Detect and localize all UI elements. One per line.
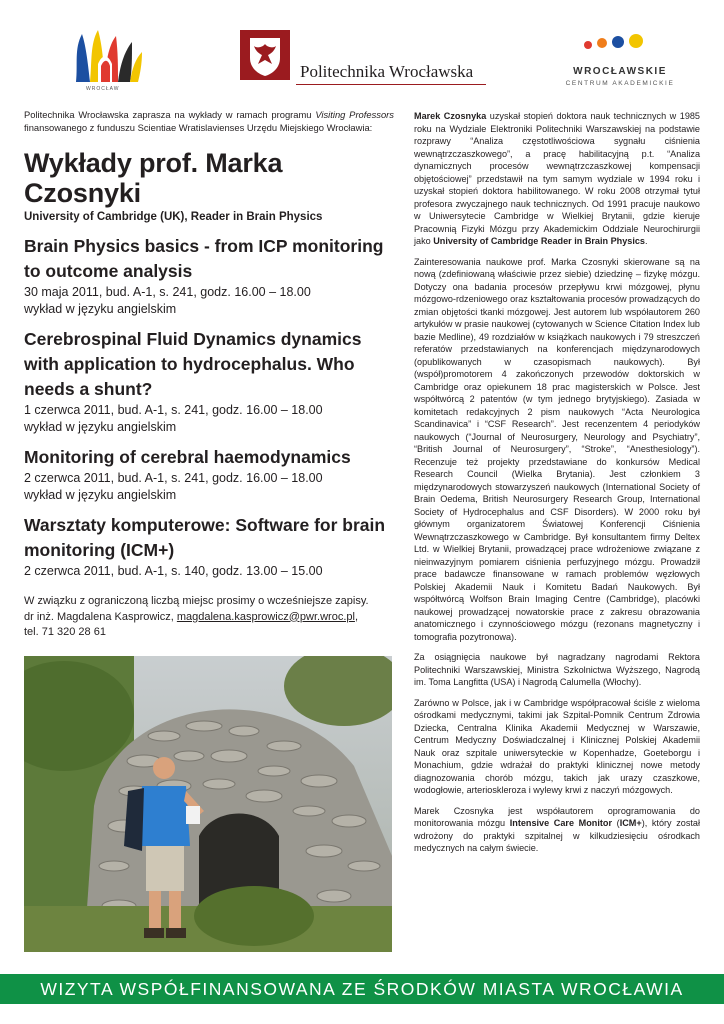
lecture-date: 1 czerwca 2011, bud. A-1, s. 241, godz. 16.00 – 18.00 — [24, 403, 323, 417]
footer-banner: WIZYTA WSPÓŁFINANSOWANA ZE ŚRODKÓW MIASTA WROCŁAWIA — [0, 974, 724, 1004]
flame-logo-icon — [68, 24, 148, 86]
lecture-item — [24, 327, 394, 436]
eagle-shield-icon — [240, 30, 290, 80]
lecture-title: Brain Physics basics - from ICP monitoring to outcome analysis — [24, 236, 384, 281]
registration-text: W związku z ograniczoną liczbą miejsc prosimy o wcześniejsze zapisy. — [24, 595, 369, 607]
politechnika-logo — [240, 30, 490, 90]
colored-dots-icon — [560, 30, 680, 54]
bio-name: Marek Czosnyka — [414, 111, 487, 121]
politechnika-underline — [296, 84, 486, 85]
contact-comma: , — [354, 610, 358, 623]
bio-paragraph — [414, 805, 700, 855]
colorful-flame-logo — [68, 24, 148, 92]
lecture-item — [24, 445, 394, 504]
lecture-language: wykład w języku angielskim — [24, 420, 177, 434]
bio-paragraph: Zarówno w Polsce, jak i w Cambridge współpracował ściśle z wieloma ośrodkami medycznymi, takimi jak Szpital-Pomnik Centrum Zdrowia Dziecka, Centralna Klinika Akademii Medycznej w Warszawie, Centrum Medyczny Doświadczalnej i Klinicznej Polskiej Akademii Nauk oraz szpitale uniwersyteckie w Kopenhadze, Goeteborgu i Monachium, gdzie wdrażał do praktyki klinicznej nowe metody diagnozowania chorób mózgu, takich jak urazy czaszkowe, wodogłowie, arterioskleroza i wylewy krwi z naczyń mózgowych. — [414, 697, 700, 795]
lecture-title: Warsztaty komputerowe: Software for brain monitoring (ICM+) — [24, 515, 386, 560]
intro-paragraph — [24, 108, 394, 134]
politechnika-name: Politechnika Wrocławska — [300, 62, 474, 81]
left-logo-caption: WROCŁAW — [86, 86, 120, 92]
contact-person: dr inż. Magdalena Kasprowicz, — [24, 610, 177, 623]
bio-paragraph: Za osiągnięcia naukowe był nagradzany nagrodami Rektora Politechniki Warszawskiej, Ministra Szkolnictwa Wyższego, Nagrodą im. Toma Langfitta (USA) i Nagrodą Calumella (Włochy). — [414, 652, 700, 687]
lecture-item — [24, 234, 394, 318]
wroclawskie-centrum-logo — [560, 30, 680, 90]
wroclawskie-name: WROCŁAWSKIE — [573, 66, 667, 77]
intro-program-name: Visiting Professors — [315, 109, 394, 120]
intro-text-start: Politechnika Wrocławska zaprasza na wykłady w ramach programu — [24, 109, 316, 120]
stone-hut-photo-icon — [24, 656, 392, 952]
lecture-date: 2 czerwca 2011, bud. A-1, s. 140, godz. 13.00 – 15.00 — [24, 564, 323, 578]
bio-paragraph — [414, 110, 700, 248]
intro-text-end: finansowanego z funduszu Scientiae Wratislavienses Urzędu Miejskiego Wrocławia: — [24, 122, 373, 133]
lecture-date: 2 czerwca 2011, bud. A-1, s. 241, godz. 16.00 – 18.00 — [24, 471, 323, 485]
registration-note — [24, 594, 394, 641]
bio-text: ), który został wdrożony do praktyki szpitalnej w kilkudziesięciu ośrodkach medycznych na całym świecie. — [414, 818, 700, 853]
speaker-photo — [24, 656, 392, 952]
left-column — [24, 108, 394, 641]
lecture-title: Cerebrospinal Fluid Dynamics dynamics with application to hydrocephalus. Who needs a shunt? — [24, 329, 362, 399]
contact-phone: tel. 71 320 28 61 — [24, 626, 106, 638]
wroclawskie-subtitle: CENTRUM AKADEMICKIE — [565, 80, 675, 87]
contact-email-link[interactable]: magdalena.kasprowicz@pwr.wroc.pl — [176, 610, 355, 623]
right-column-bio — [414, 110, 700, 863]
bio-text: ( — [612, 818, 620, 828]
software-name: Intensive Care Monitor — [509, 818, 613, 828]
bio-period: . — [644, 236, 648, 246]
bio-text: uzyskał stopień doktora nauk technicznych w 1985 roku na Wydziale Elektroniki Politechniki Warszawskiej na podstawie rozprawy “Analiza częstotliwościowa sygnału ciśnienia wewnątrzczaszkowego”, a pracę habilitacyjną p.t. “Analiza dynamicznych procesów wewnątrzczaszkowej kompensacji objętościowej” przedstawił na tym samym wydziale w 1994 roku i uzyskał stopień doktora habilitowanego. W roku 2008 otrzymał tytuł profesora zwyczajnego nauk technicznych. Od 1991 pracuje naukowo w Uniwersytecie Cambridge w Wielkiej Brytanii, gdzie kieruje Pracownią Fizyki Mózgu przy Akademickim Oddziale Neurochirurgii jako — [414, 111, 700, 246]
lecture-title: Monitoring of cerebral haemodynamics — [24, 447, 351, 467]
lecture-language: wykład w języku angielskim — [24, 488, 177, 502]
bio-paragraph: Zainteresowania naukowe prof. Marka Czosnyki skierowane są na nową (zdefiniowaną właściwie przez siebie) dziedzinę – fizykę mózgu. Dotyczy ona badania procesów przepływu krwi mózgowej, płynu mózgowo-rdzeniowego oraz kształtowania procesów prowadzących do zmian objętości tkanki mózgowej. Jest autorem lub współautorem 260 artykułów w prasie naukowej (cytowanych w Science Citation Index lub bazie Medline), 49 rozdziałów w książkach naukowych i 79 streszczeń referatów przedstawianych na konferencjach międzynarodowych (opublikowanych w czasopismach naukowych). Był (współ)promotorem 4 zakończonych przewodów doktorskich w Cambridge oraz opiekunem 18 prac magisterskich w Polsce. Jest współtwórcą 2 patentów (w tym jednego brytyjskiego). Zasiada w komitetach redakcyjnych 2 pism naukowych “Acta Neurologica Scandinavica” i “CSF Research”. Jest recenzentem 4 periodyków naukowych (“Journal of Neurosurgery, Neurology and Psychiatry”, “British Journal of Neurosurgery”, “Stroke”, “Anesthesiology”). Recenzuje też projekty przedstawiane do konkursów Medical Research Council (Wielka Brytania). Jest członkiem 3 międzynarodowych stowarzyszeń naukowych (International Society of Brain Oedema, British Neurosurgery Research Group, International Society of Hydrocephalus and CSF Disorders). W 2000 roku był głównym organizatorem Światowej Konferencji Ciśnienia Wewnątrzczaszkowego w Cambridge. Był konsultantem firmy Deltex Ltd. w Wielkiej Brytanii, prowadzącej prace wdrożeniowe związane z nieinwazyjnym pomiarem ciśnienia perfuzyjnego mózgu. Prowadził prace badawcze finansowane w ramach problemów węzłowych Polskiej Akademii Nauk i Komitetu Badań Naukowych. Był współtwórcą Wolfson Brain Imaging Centre (Cambridge), placówki naukowej prowadzącej nowatorskie prace z zakresu obrazowania anatomicznego i czynnościowego mózgu (rezonans magnetyczny i tomografia pozytronowa). — [414, 256, 700, 642]
bio-text: Marek Czosnyka jest współautorem oprogramowania do monitorowania mózgu — [414, 805, 700, 828]
lecture-item — [24, 513, 394, 580]
header-logos — [0, 0, 724, 100]
speaker-affiliation: University of Cambridge (UK), Reader in Brain Physics — [24, 211, 323, 223]
contact-line — [24, 610, 394, 626]
lecture-date: 30 maja 2011, bud. A-1, s. 241, godz. 16.00 – 18.00 — [24, 285, 311, 299]
page-title: Wykłady prof. Marka Czosnyki — [24, 148, 283, 208]
software-abbrev: ICM+ — [619, 818, 642, 828]
lecture-language: wykład w języku angielskim — [24, 302, 177, 316]
bio-position: University of Cambridge Reader in Brain Physics — [433, 236, 645, 246]
